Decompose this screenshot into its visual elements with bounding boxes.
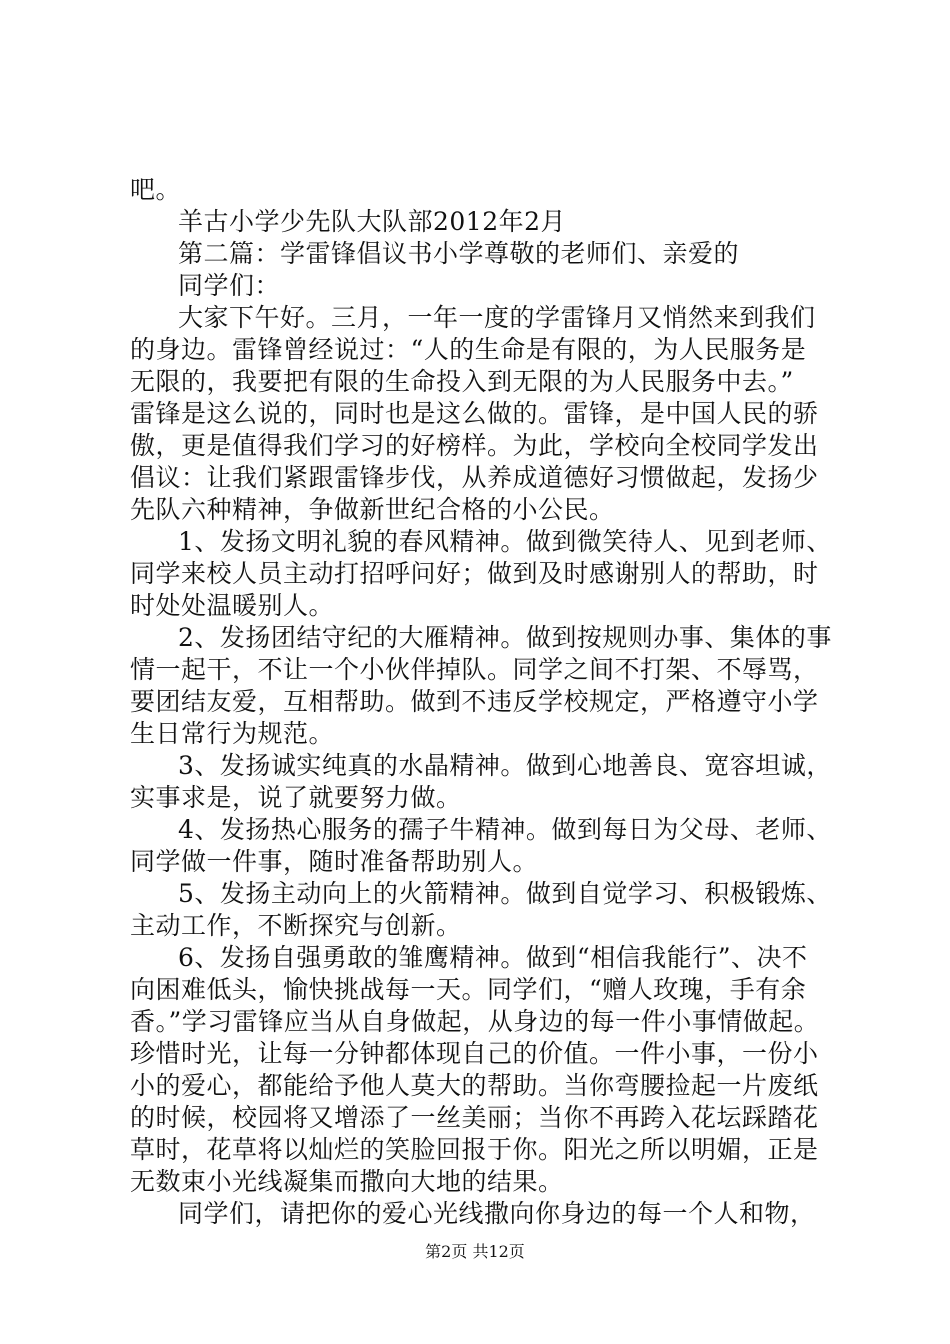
text-line: 雷锋是这么说的，同时也是这么做的。雷锋，是中国人民的骄 bbox=[130, 399, 819, 428]
text-line: 无数束小光线凝集而撒向大地的结果。 bbox=[130, 1167, 564, 1196]
text-line: 吧。 bbox=[130, 175, 182, 204]
text-line: 情一起干，不让一个小伙伴掉队。同学之间不打架、不辱骂， bbox=[130, 655, 819, 684]
text-line: 同学做一件事，随时准备帮助别人。 bbox=[130, 847, 539, 876]
text-line: 小的爱心，都能给予他人莫大的帮助。当你弯腰捡起一片废纸 bbox=[130, 1071, 819, 1100]
text-line: 香。”学习雷锋应当从自身做起，从身边的每一件小事情做起。 bbox=[130, 1007, 820, 1036]
text-line: 珍惜时光，让每一分钟都体现自己的价值。一件小事，一份小 bbox=[130, 1039, 819, 1068]
text-line: 2、发扬团结守纪的大雁精神。做到按规则办事、集体的事 bbox=[178, 623, 832, 652]
text-line: 1、发扬文明礼貌的春风精神。做到微笑待人、见到老师、 bbox=[178, 527, 832, 556]
text-line: 倡议：让我们紧跟雷锋步伐，从养成道德好习惯做起，发扬少 bbox=[130, 463, 819, 492]
text-line: 同学们： bbox=[178, 271, 281, 300]
text-line: 主动工作，不断探究与创新。 bbox=[130, 911, 462, 940]
text-line: 同学们，请把你的爱心光线撒向你身边的每一个人和物， bbox=[178, 1199, 816, 1228]
text-line: 大家下午好。三月，一年一度的学雷锋月又悄然来到我们 bbox=[178, 303, 816, 332]
text-line: 的时候，校园将又增添了一丝美丽；当你不再跨入花坛踩踏花 bbox=[130, 1103, 819, 1132]
text-line: 第二篇：学雷锋倡议书小学尊敬的老师们、亲爱的 bbox=[178, 239, 740, 268]
text-line: 傲，更是值得我们学习的好榜样。为此，学校向全校同学发出 bbox=[130, 431, 819, 460]
page-footer: 第2页 共12页 bbox=[425, 1242, 525, 1261]
text-line: 4、发扬热心服务的孺子牛精神。做到每日为父母、老师、 bbox=[178, 815, 832, 844]
text-line: 羊古小学少先队大队部2012年2月 bbox=[178, 207, 567, 236]
text-line: 5、发扬主动向上的火箭精神。做到自觉学习、积极锻炼、 bbox=[178, 879, 832, 908]
text-line: 时处处温暖别人。 bbox=[130, 591, 335, 620]
text-line: 的身边。雷锋曾经说过：“人的生命是有限的，为人民服务是 bbox=[130, 335, 807, 364]
text-line: 生日常行为规范。 bbox=[130, 719, 335, 748]
text-line: 草时，花草将以灿烂的笑脸回报于你。阳光之所以明媚，正是 bbox=[130, 1135, 819, 1164]
text-line: 先队六种精神，争做新世纪合格的小公民。 bbox=[130, 495, 615, 524]
text-line: 6、发扬自强勇敢的雏鹰精神。做到“相信我能行”、决不 bbox=[178, 943, 808, 972]
text-line: 3、发扬诚实纯真的水晶精神。做到心地善良、宽容坦诚， bbox=[178, 751, 832, 780]
text-line: 无限的，我要把有限的生命投入到无限的为人民服务中去。” bbox=[130, 367, 794, 396]
text-line: 要团结友爱，互相帮助。做到不违反学校规定，严格遵守小学 bbox=[130, 687, 819, 716]
text-line: 向困难低头，愉快挑战每一天。同学们，“赠人玫瑰，手有余 bbox=[130, 975, 807, 1004]
text-line: 实事求是，说了就要努力做。 bbox=[130, 783, 462, 812]
text-line: 同学来校人员主动打招呼问好；做到及时感谢别人的帮助，时 bbox=[130, 559, 819, 588]
